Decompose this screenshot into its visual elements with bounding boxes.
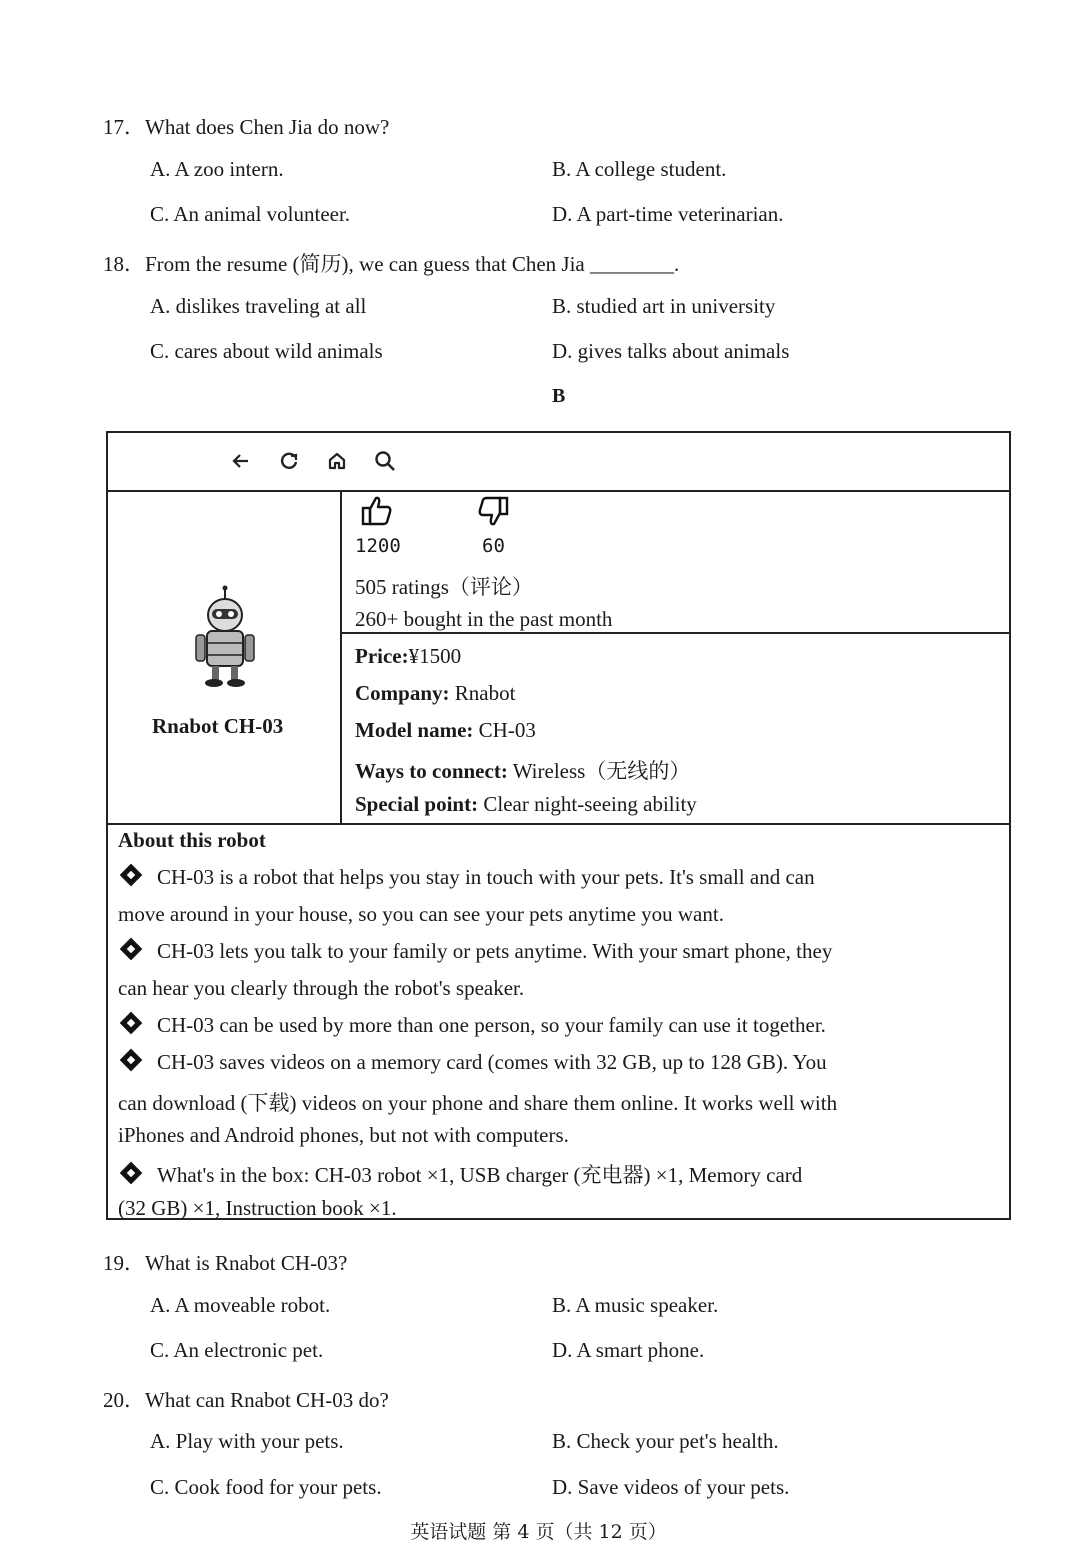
q18-option-c: C. cares about wild animals	[150, 339, 383, 363]
spec-connect: Ways to connect: Wireless（无线的）	[355, 759, 691, 783]
about-line: can hear you clearly through the robot's speaker.	[118, 976, 525, 1000]
q17-option-a: A. A zoo intern.	[150, 157, 284, 181]
q18-option-a: A. dislikes traveling at all	[150, 294, 367, 318]
about-line: CH-03 saves videos on a memory card (comes with 32 GB, up to 128 GB). You	[118, 1050, 827, 1075]
q19-option-d: D. A smart phone.	[552, 1338, 705, 1362]
divider	[106, 490, 1011, 492]
bullet-icon	[120, 1162, 143, 1185]
robot-image	[190, 585, 260, 690]
q20-option-c: C. Cook food for your pets.	[150, 1475, 382, 1499]
bullet-icon	[120, 864, 143, 887]
thumbs-up-icon[interactable]	[360, 494, 394, 528]
about-line: iPhones and Android phones, but not with computers.	[118, 1123, 569, 1147]
home-icon[interactable]	[324, 450, 350, 478]
refresh-icon[interactable]	[276, 450, 302, 478]
divider	[340, 490, 342, 824]
q17-option-c: C. An animal volunteer.	[150, 202, 351, 226]
likes-count: 1200	[355, 535, 401, 557]
spec-price: Price:¥1500	[355, 644, 462, 668]
about-line: can download (下载) videos on your phone and share them online. It works well with	[118, 1091, 838, 1115]
q20-option-a: A. Play with your pets.	[150, 1429, 344, 1453]
section-letter: B	[552, 385, 566, 407]
q18-option-b: B. studied art in university	[552, 294, 776, 318]
about-line: CH-03 lets you talk to your family or pets anytime. With your smart phone, they	[118, 939, 832, 964]
q19-option-c: C. An electronic pet.	[150, 1338, 324, 1362]
spec-company: Company: Rnabot	[355, 681, 516, 705]
question-20-stem: 20．What can Rnabot CH-03 do?	[103, 1388, 389, 1412]
question-17-stem: 17．What does Chen Jia do now?	[103, 115, 390, 139]
about-line: (32 GB) ×1, Instruction book ×1.	[118, 1196, 397, 1220]
divider	[106, 823, 1011, 825]
about-line: CH-03 is a robot that helps you stay in touch with your pets. It's small and can	[118, 865, 815, 890]
question-18-stem: 18．From the resume (简历), we can guess that Chen Jia ________.	[103, 252, 680, 276]
thumbs-down-icon[interactable]	[476, 494, 510, 528]
about-title: About this robot	[118, 828, 266, 852]
dislikes-count: 60	[482, 535, 505, 557]
q19-option-a: A. A moveable robot.	[150, 1293, 331, 1317]
bullet-icon	[120, 1049, 143, 1072]
page-footer: 英语试题 第 4 页（共 12 页）	[410, 1521, 667, 1543]
q20-option-d: D. Save videos of your pets.	[552, 1475, 790, 1499]
ratings-count: 505 ratings（评论）	[355, 575, 533, 599]
question-19-stem: 19．What is Rnabot CH-03?	[103, 1251, 348, 1275]
q17-option-b: B. A college student.	[552, 157, 727, 181]
bought-count: 260+ bought in the past month	[355, 607, 613, 631]
about-line: CH-03 can be used by more than one person, so your family can use it together.	[118, 1013, 826, 1038]
bullet-icon	[120, 1012, 143, 1035]
bullet-icon	[120, 938, 143, 961]
search-icon[interactable]	[372, 450, 398, 478]
q19-option-b: B. A music speaker.	[552, 1293, 719, 1317]
product-name: Rnabot CH-03	[152, 714, 284, 738]
about-line: What's in the box: CH-03 robot ×1, USB charger (充电器) ×1, Memory card	[118, 1159, 802, 1189]
spec-model: Model name: CH-03	[355, 718, 536, 742]
about-line: move around in your house, so you can see your pets anytime you want.	[118, 902, 724, 926]
browser-nav	[228, 450, 398, 478]
spec-special: Special point: Clear night-seeing ability	[355, 792, 697, 816]
q17-option-d: D. A part-time veterinarian.	[552, 202, 784, 226]
arrow-left-icon[interactable]	[228, 450, 254, 478]
q20-option-b: B. Check your pet's health.	[552, 1429, 779, 1453]
q18-option-d: D. gives talks about animals	[552, 339, 790, 363]
divider	[340, 632, 1011, 634]
